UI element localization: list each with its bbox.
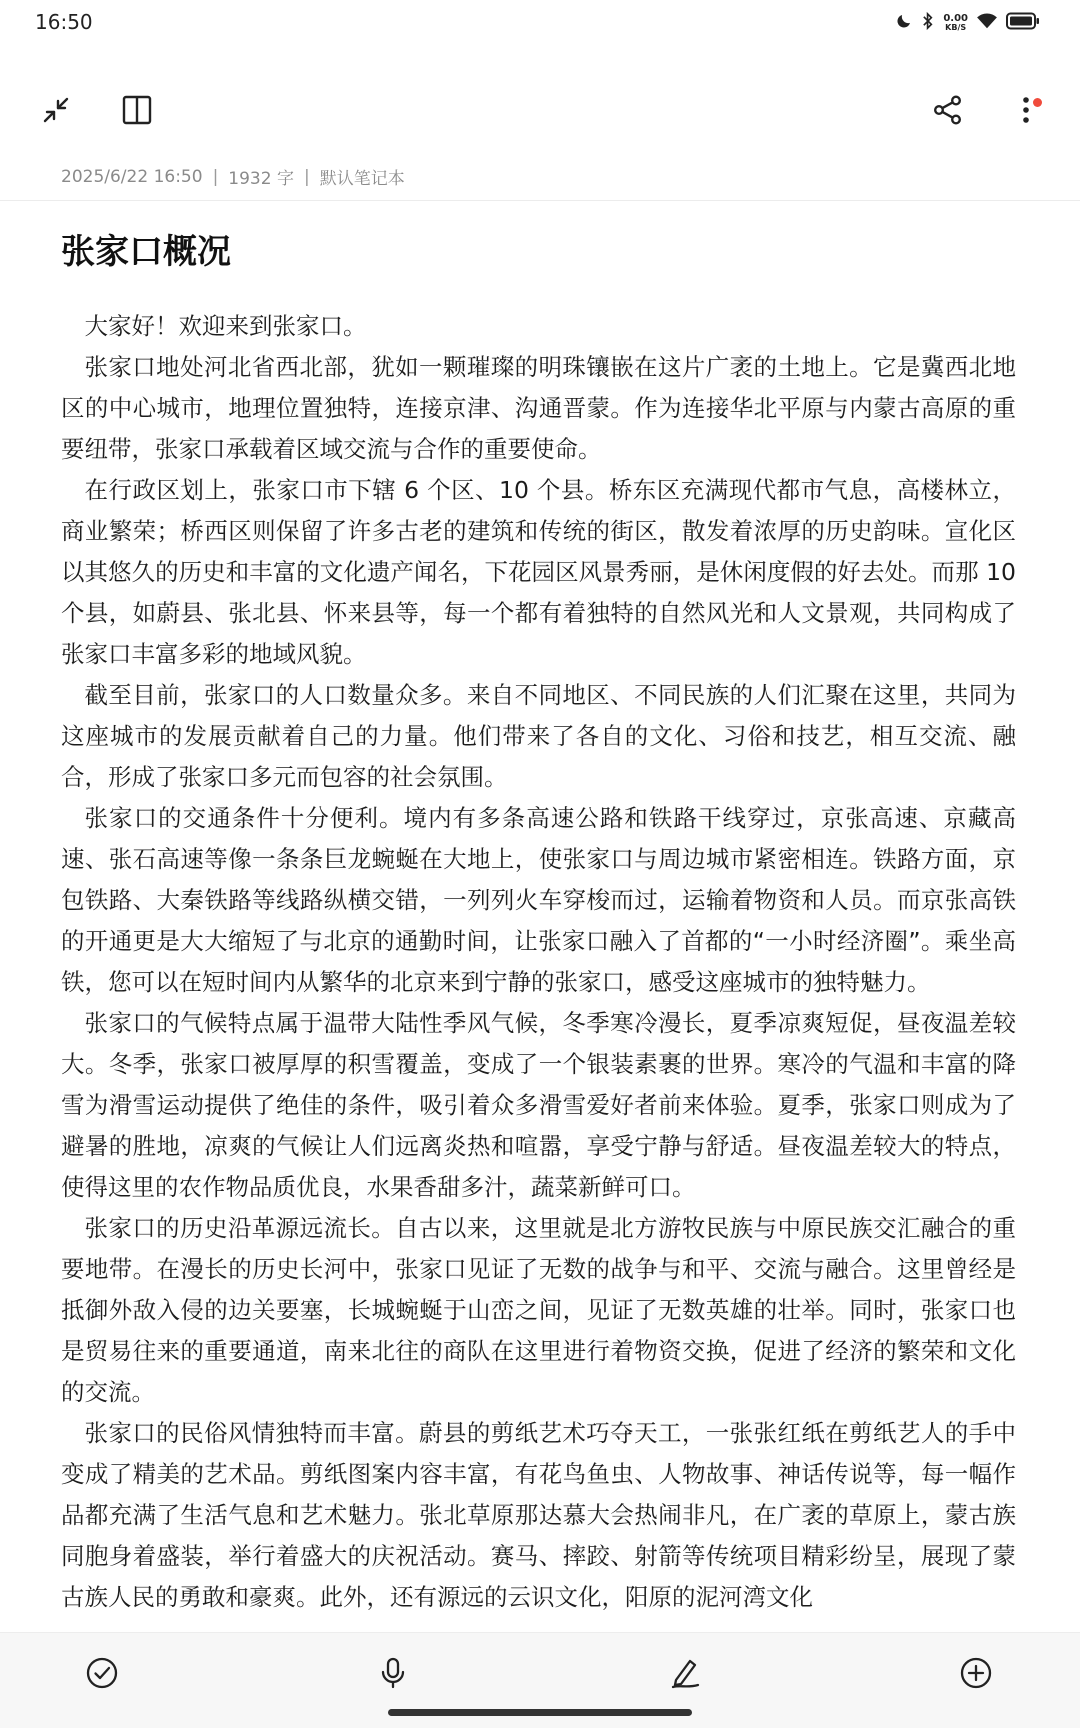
microphone-icon xyxy=(376,1656,410,1694)
add-button[interactable] xyxy=(952,1651,1000,1699)
split-view-button[interactable] xyxy=(111,86,163,138)
voice-input-button[interactable] xyxy=(369,1651,417,1699)
note-paragraph[interactable]: 在行政区划上，张家口市下辖 6 个区、10 个县。桥东区充满现代都市气息，高楼林立，商业繁荣；桥西区则保留了许多古老的建筑和传统的街区，散发着浓厚的历史韵味。宣化区以其悠久的历史和丰富的文化遗产闻名，下花园区风景秀丽，是休闲度假的好去处。而那 10 个县，如蔚县、张北县、怀来县等，每一个都有着独特的自然风光和人文景观，共同构成了张家口丰富多彩的地域风貌。 xyxy=(61,476,1016,668)
split-view-icon xyxy=(121,94,153,130)
net-speed-unit: KB/S xyxy=(945,23,967,32)
note-datetime: 2025/6/22 16:50 xyxy=(61,166,203,187)
checklist-button[interactable] xyxy=(78,1651,126,1699)
note-word-count: 1932 字 xyxy=(228,169,294,189)
meta-separator: | xyxy=(303,166,310,187)
status-icons xyxy=(895,10,1040,36)
note-title[interactable]: 张家口概况 xyxy=(61,232,231,272)
note-paragraph[interactable]: 张家口的气候特点属于温带大陆性季风气候，冬季寒冷漫长，夏季凉爽短促，昼夜温差较大。冬季，张家口被厚厚的积雪覆盖，变成了一个银装素裹的世界。寒冷的气温和丰富的降雪为滑雪运动提供了绝佳的条件，吸引着众多滑雪爱好者前来体验。夏季，张家口则成为了避暑的胜地，凉爽的气候让人们远离炎热和喧嚣，享受宁静与舒适。昼夜温差较大的特点，使得这里的农作物品质优良，水果香甜多汁，蔬菜新鲜可口。 xyxy=(61,1009,1016,1201)
note-meta xyxy=(61,164,405,189)
meta-separator: | xyxy=(212,166,219,187)
note-toolbar xyxy=(0,80,1080,144)
note-paragraph[interactable]: 张家口的历史沿革源远流长。自古以来，这里就是北方游牧民族与中原民族交汇融合的重要地带。在漫长的历史长河中，张家口见证了无数的战争与和平、交流与融合。这里曾经是抵御外敌入侵的边关要塞，长城蜿蜒于山峦之间，见证了无数英雄的壮举。同时，张家口也是贸易往来的重要通道，南来北往的商队在这里进行着物资交换，促进了经济的繁荣和文化的交流。 xyxy=(61,1214,1016,1406)
note-paragraph[interactable]: 大家好！欢迎来到张家口。 xyxy=(84,312,367,340)
battery-icon xyxy=(1006,12,1040,34)
note-notebook[interactable]: 默认笔记本 xyxy=(319,169,405,189)
collapse-icon xyxy=(40,94,72,130)
note-paragraph[interactable]: 截至目前，张家口的人口数量众多。来自不同地区、不同民族的人们汇聚在这里，共同为这座城市的发展贡献着自己的力量。他们带来了各自的文化、习俗和技艺，相互交流、融合，形成了张家口多元而包容的社会氛围。 xyxy=(61,681,1016,791)
meta-divider xyxy=(0,200,1080,201)
notification-dot xyxy=(1033,98,1042,107)
status-time: 16:50 xyxy=(35,10,93,34)
share-icon xyxy=(932,94,964,130)
note-paragraph[interactable]: 张家口的民俗风情独特而丰富。蔚县的剪纸艺术巧夺天工，一张张红纸在剪纸艺人的手中变成了精美的艺术品。剪纸图案内容丰富，有花鸟鱼虫、人物故事、神话传说等，每一幅作品都充满了生活气息和艺术魅力。张北草原那达慕大会热闹非凡，在广袤的草原上，蒙古族同胞身着盛装，举行着盛大的庆祝活动。赛马、摔跤、射箭等传统项目精彩纷呈，展现了蒙古族人民的勇敢和豪爽。此外，还有源远的云识文化，阳原的泥河湾文化 xyxy=(61,1419,1016,1611)
status-bar xyxy=(0,0,1080,48)
note-paragraph[interactable]: 张家口地处河北省西北部，犹如一颗璀璨的明珠镶嵌在这片广袤的土地上。它是冀西北地区的中心城市，地理位置独特，连接京津、沟通晋蒙。作为连接华北平原与内蒙古高原的重要纽带，张家口承载着区域交流与合作的重要使命。 xyxy=(61,353,1016,463)
add-icon xyxy=(959,1656,993,1694)
home-indicator[interactable] xyxy=(388,1709,692,1716)
collapse-button[interactable] xyxy=(30,86,82,138)
checklist-icon xyxy=(85,1656,119,1694)
bluetooth-icon xyxy=(921,11,935,35)
moon-icon xyxy=(895,12,913,34)
wifi-icon xyxy=(976,12,998,34)
pen-icon xyxy=(668,1656,702,1694)
share-button[interactable] xyxy=(922,86,974,138)
note-editor[interactable] xyxy=(61,222,1016,1630)
net-speed xyxy=(943,14,968,32)
note-body[interactable] xyxy=(61,306,1016,1618)
net-speed-value: 0.00 xyxy=(943,13,968,24)
more-options-button[interactable] xyxy=(1000,86,1052,138)
note-paragraph[interactable]: 张家口的交通条件十分便利。境内有多条高速公路和铁路干线穿过，京张高速、京藏高速、张石高速等像一条条巨龙蜿蜒在大地上，使张家口与周边城市紧密相连。铁路方面，京包铁路、大秦铁路等线路纵横交错，一列列火车穿梭而过，运输着物资和人员。而京张高铁的开通更是大大缩短了与北京的通勤时间，让张家口融入了首都的“一小时经济圈”。乘坐高铁，您可以在短时间内从繁华的北京来到宁静的张家口，感受这座城市的独特魅力。 xyxy=(61,804,1016,996)
handwriting-button[interactable] xyxy=(661,1651,709,1699)
